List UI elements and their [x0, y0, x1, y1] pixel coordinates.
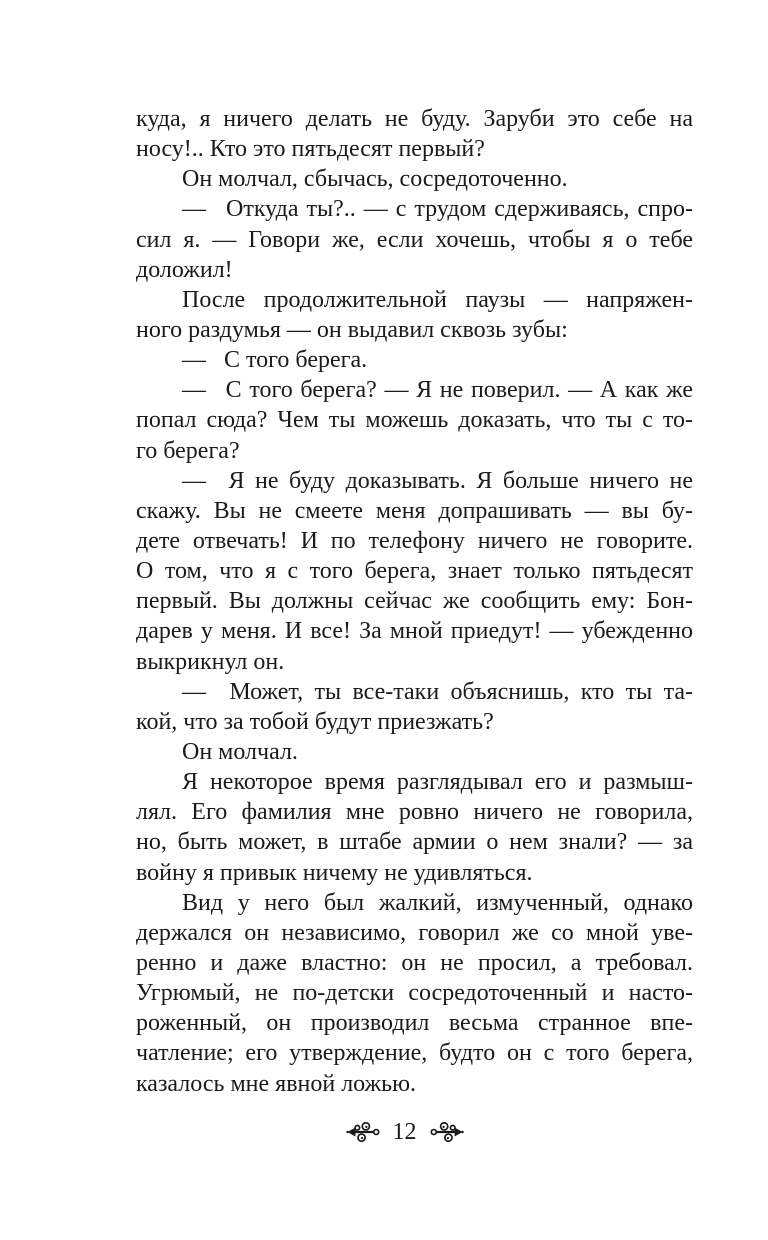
text-line: скажу. Вы не смеете меня допрашивать — вы бу-	[136, 497, 693, 524]
text-line: сил я. — Говори же, если хочешь, чтобы я о тебе	[136, 226, 693, 253]
text-line: носу!.. Кто это пятьдесят первый?	[136, 136, 485, 163]
page-number: 12	[392, 1119, 417, 1145]
text-line: попал сюда? Чем ты можешь доказать, что ты с то-	[136, 407, 693, 434]
text-line: — Откуда ты?.. — с трудом сдерживаясь, спро-	[182, 196, 693, 223]
text-line: ного раздумья — он выдавил сквозь зубы:	[136, 316, 568, 343]
text-line: но, быть может, в штабе армии о нем знали? — за	[136, 829, 693, 856]
text-line: Я некоторое время разглядывал его и размыш-	[182, 769, 693, 796]
text-line: первый. Вы должны сейчас же сообщить ему: Бон-	[136, 588, 693, 615]
text-line: чатление; его утверждение, будто он с того берега,	[136, 1040, 693, 1067]
text-line: О том, что я с того берега, знает только пятьдесят	[136, 558, 693, 585]
text-line: Вид у него был жалкий, измученный, однако	[182, 889, 693, 916]
text-line: казалось мне явной ложью.	[136, 1070, 417, 1097]
fleuron-right-icon	[430, 1120, 464, 1144]
text-line: роженный, он производил весьма странное впе-	[136, 1010, 693, 1037]
text-line: куда, я ничего делать не буду. Заруби это себе на	[136, 106, 693, 132]
text-line: После продолжительной паузы — напряжен-	[182, 286, 693, 313]
text-line: — С того берега? — Я не поверил. — А как же	[182, 377, 693, 404]
text-line: — Может, ты все-таки объяснишь, кто ты та-	[182, 678, 693, 705]
text-line: Он молчал.	[182, 738, 298, 765]
text-line: кой, что за тобой будут приезжать?	[136, 708, 494, 735]
text-line: держался он независимо, говорил же со мной уве-	[136, 919, 693, 946]
text-line: Он молчал, сбычась, сосредоточенно.	[182, 166, 568, 193]
fleuron-left-icon	[346, 1120, 380, 1144]
text-line: — С того берега.	[182, 347, 368, 374]
text-line: дете отвечать! И по телефону ничего не говорите.	[136, 527, 693, 554]
text-line: войну я привык ничему не удивляться.	[136, 859, 533, 886]
text-line: доложил!	[136, 256, 233, 283]
text-line: — Я не буду доказывать. Я больше ничего не	[182, 467, 693, 494]
text-line: лял. Его фамилия мне ровно ничего не говорила,	[136, 799, 693, 826]
text-line: выкрикнул он.	[136, 648, 285, 675]
text-line: ренно и даже властно: он не просил, а требовал.	[136, 949, 693, 976]
page-footer	[126, 1116, 683, 1148]
text-line: дарев у меня. И все! За мной приедут! — убежденно	[136, 618, 693, 645]
body-text	[136, 104, 693, 1099]
text-line: го берега?	[136, 437, 240, 464]
text-line: Угрюмый, не по-детски сосредоточенный и насто-	[136, 980, 693, 1007]
